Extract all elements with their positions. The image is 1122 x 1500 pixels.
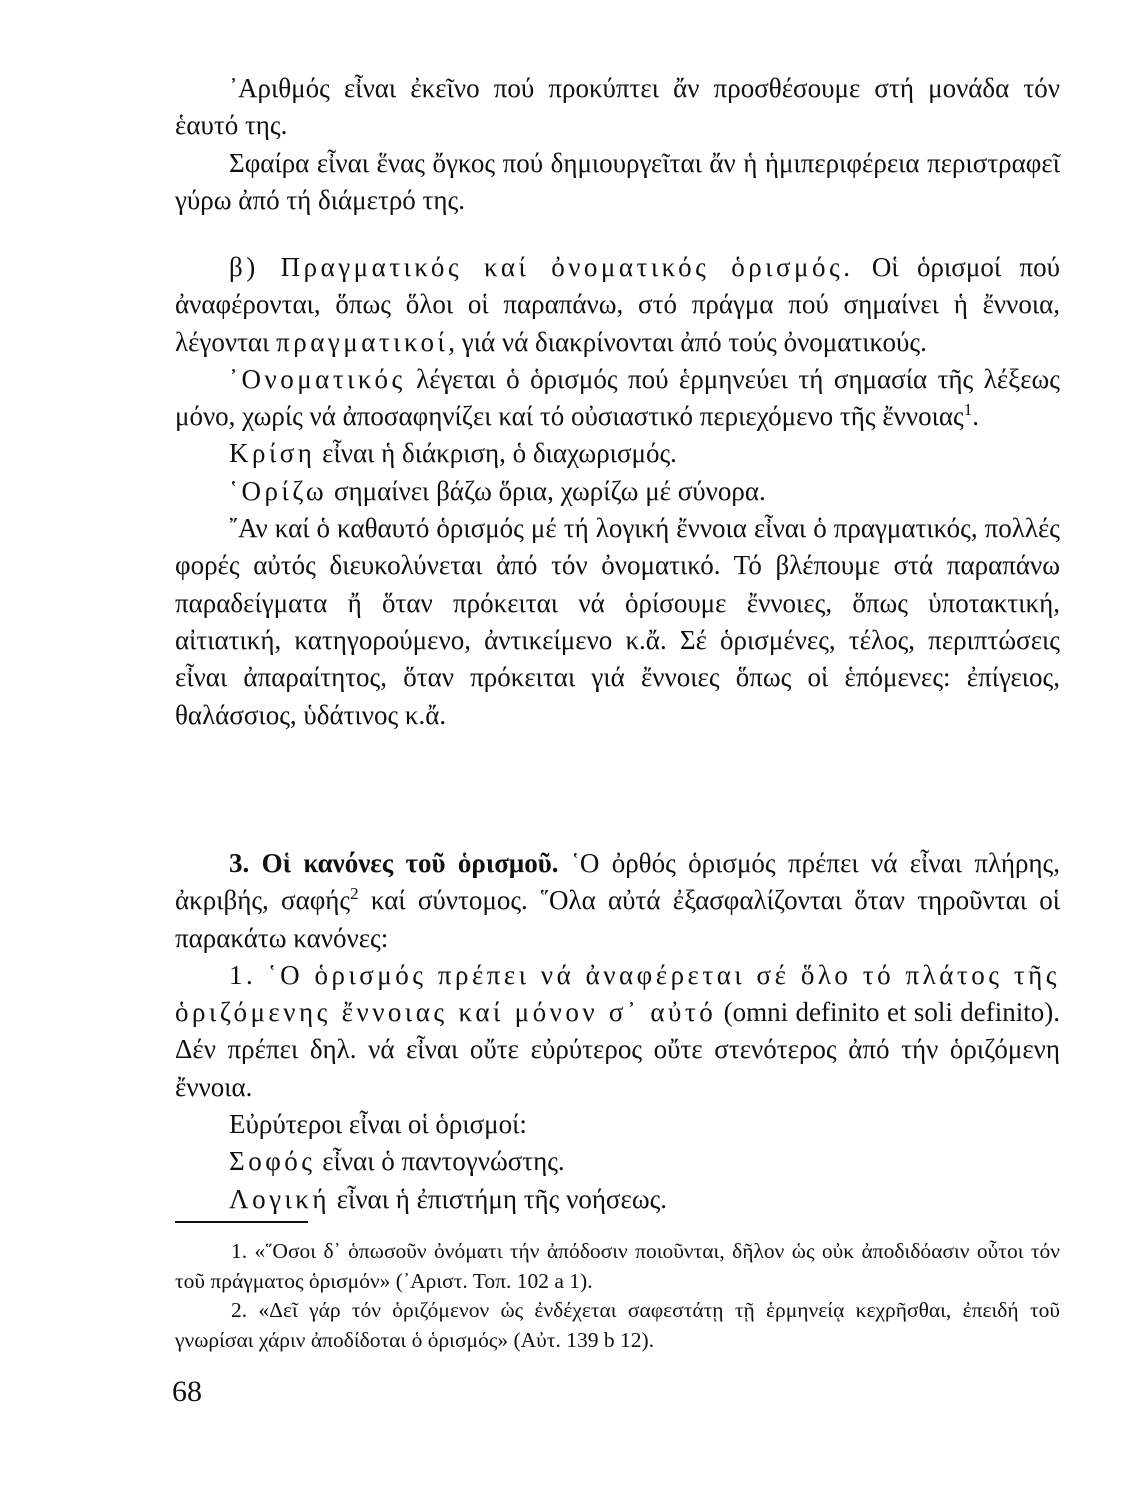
- footnote-2: 2. «Δεῖ γάρ τόν ὁριζόμενον ὡς ἐνδέχεται σαφεστάτῃ τῇ ἑρμηνείᾳ κεχρῆσθαι, ἐπειδή τοῦ γνωρίσαι χάριν ἀποδίδοται ὁ ὁρισμός» (Αὐτ. 139 b 12).: [175, 1298, 1060, 1352]
- paragraph-krisi: [175, 435, 1060, 472]
- wider-intro: Εὐρύτεροι εἶναι οἱ ὁρισμοί:: [229, 1109, 527, 1140]
- paragraph-sfaira: Σφαίρα εἶναι ἕνας ὄγκος πού δημιουργεῖται ἄν ἡ ἡμιπεριφέρεια περιστραφεῖ γύρω ἀπό τή διάμετρό της.: [175, 147, 1060, 215]
- example-sofos-text: εἶναι ὁ παντογνώστης.: [315, 1146, 565, 1177]
- rule-1-paragraph: [175, 957, 1060, 1106]
- onomatikos-text: λέγεται ὁ ὁρισμός πού ἑρμηνεύει τή σημασία τῆς λέξεως μόνο, χωρίς νά ἀποσαφηνίζει καί τό οὐσιαστικό περιεχόμενο τῆς ἔννοιας: [175, 363, 1060, 432]
- section-b-paragraph: [175, 249, 1060, 361]
- krisi-text: εἶναι ἡ διάκριση, ὁ διαχωρισμός.: [315, 438, 677, 469]
- example-logiki-term: Λογική: [229, 1183, 330, 1214]
- section-b-text-before: Οἱ ὁρισμοί πού ἀναφέρονται, ὅπως ὅλοι οἱ παραπάνω, στό πράγμα πού σημαίνει ἡ ἔννοια, λέγονται: [175, 252, 1060, 357]
- section-3-paragraph: [175, 845, 1060, 957]
- example-sofos-term: Σοφός: [229, 1146, 316, 1177]
- section-3-text-before: ῾Ο ὀρθός ὁρισμός πρέπει νά εἶναι πλήρης, ἀκριβής, σαφής: [175, 848, 1060, 916]
- example-sofos: [175, 1143, 1060, 1180]
- paragraph-arithmos: ᾿Αριθμός εἶναι ἐκεῖνο πού προκύπτει ἄν προσθέσουμε στή μονάδα τόν ἑαυτό της.: [175, 73, 1060, 141]
- orizo-text: σημαίνει βάζω ὅρια, χωρίζω μέ σύνορα.: [327, 475, 766, 506]
- onomatikos-end: .: [972, 401, 979, 432]
- footnotes: [175, 1237, 1060, 1355]
- text-block-top: [175, 70, 1060, 219]
- footnote-ref-2: 2: [350, 884, 359, 904]
- section-3-text-after: καί σύντομος. ῞Ολα αὐτά ἐξασφαλίζονται ὅταν τηροῦνται οἱ παρακάτω κανόνες:: [175, 885, 1060, 953]
- text-block-rules: [175, 845, 1060, 1218]
- example-logiki: [175, 1181, 1060, 1218]
- orizo-term: ῾Ορίζω: [229, 475, 328, 506]
- section-3-heading: 3. Οἱ κανόνες τοῦ ὁρισμοῦ.: [229, 848, 559, 878]
- paragraph-onomatikos: [175, 361, 1060, 436]
- onomatikos-term: ᾿Ονοματικός: [229, 363, 406, 394]
- footnote-ref-1: 1: [963, 400, 973, 420]
- paragraph-orizo: [175, 473, 1060, 510]
- footnote-divider: [175, 1221, 308, 1223]
- footnote-1: 1. «῞Οσοι δ᾿ ὁπωσοῦν ὀνόματι τήν ἀπόδοσιν ποιοῦνται, δῆλον ὡς οὐκ ἀποδιδόασιν οὗτοι τόν τοῦ πράγματος ὁρισμόν» (᾿Αριστ. Τοπ. 102 a 1).: [175, 1239, 1060, 1293]
- rule-1-text: (omni definito et soli definito). Δέν πρέπει δηλ. νά εἶναι οὔτε εὐρύτερος οὔτε στενότερος ἀπό τήν ὁριζόμενη ἔννοια.: [175, 997, 1060, 1102]
- section-b-spaced-term: πραγματικοί: [276, 326, 449, 357]
- text-block-definitions: [175, 249, 1060, 734]
- example-logiki-text: εἶναι ἡ ἐπιστήμη τῆς νοήσεως.: [330, 1183, 668, 1214]
- section-b-heading: β) Πραγματικός καί ὀνοματικός ὁρισμός.: [229, 252, 854, 282]
- krisi-term: Κρίση: [229, 438, 316, 469]
- page-number: 68: [172, 1375, 202, 1408]
- section-b-text-after: , γιά νά διακρίνονται ἀπό τούς ὀνοματικούς.: [448, 326, 927, 357]
- paragraph-an: ῎Αν καί ὁ καθαυτό ὁρισμός μέ τή λογική ἔννοια εἶναι ὁ πραγματικός, πολλές φορές αὐτός διευκολύνεται ἀπό τόν ὀνοματικό. Τό βλέπουμε στά παραπάνω παραδείγματα ἤ ὅταν πρόκειται νά ὁρίσουμε ἔννοιες, ὅπως ὑποτακτική, αἰτιατική, κατηγορούμενο, ἀντικείμενο κ.ἄ. Σέ ὁρισμένες, τέλος, περιπτώσεις εἶναι ἀπαραίτητος, ὅταν πρόκειται γιά ἔννοιες ὅπως οἱ ἑπόμενες: ἐπίγειος, θαλάσσιος, ὑδάτινος κ.ἄ.: [175, 513, 1060, 730]
- rule-1-spaced: 1. ῾Ο ὁρισμός πρέπει νά ἀναφέρεται σέ ὅλο τό πλάτος τῆς ὁριζόμενης ἔννοιας καί μόνον σ᾿ αὐτό: [175, 959, 1060, 1028]
